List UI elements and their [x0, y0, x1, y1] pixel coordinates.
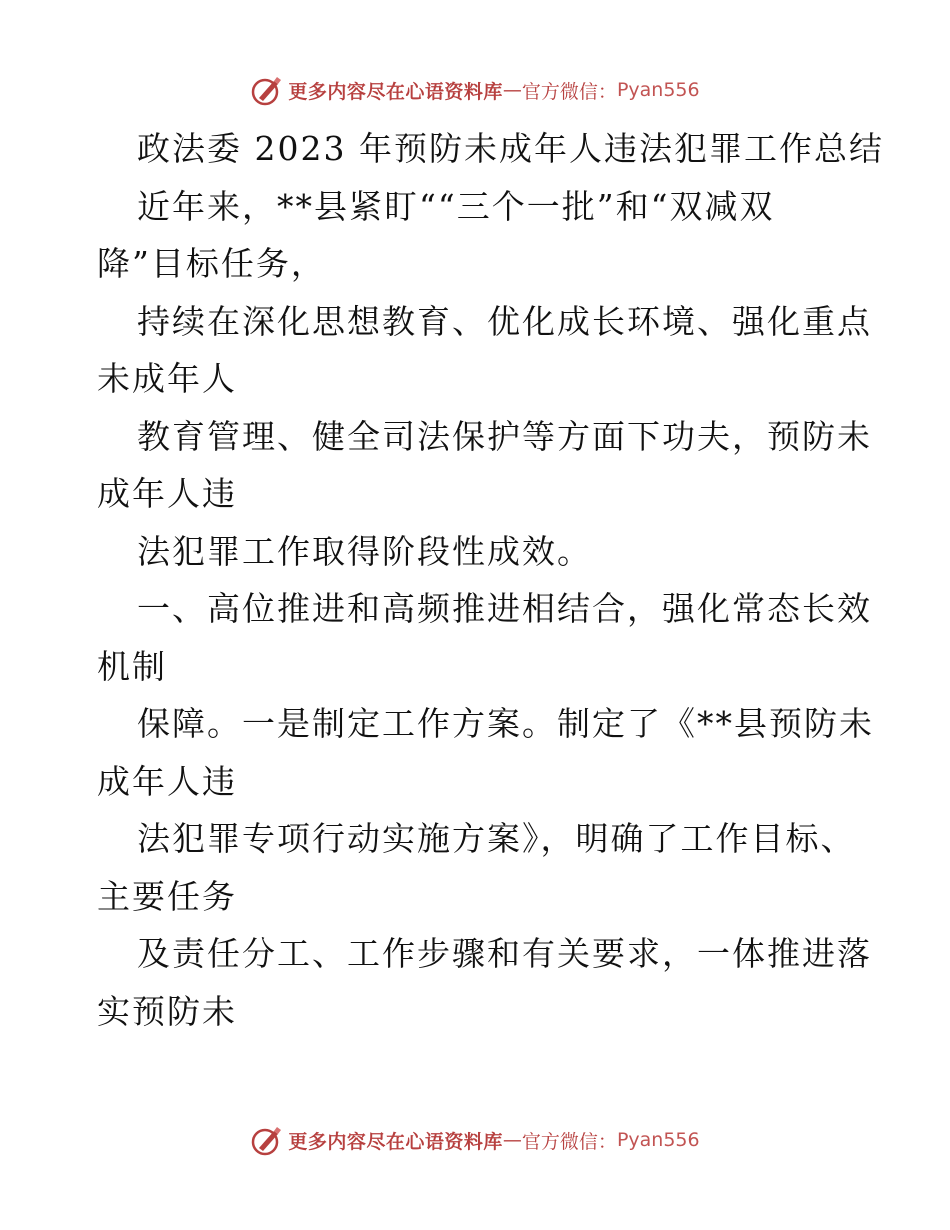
paragraph-line: 持续在深化思想教育、优化成长环境、强化重点	[137, 301, 872, 341]
paragraph-line: 实预防未	[97, 991, 237, 1031]
pen-logo-icon	[250, 73, 284, 107]
footer-watermark	[0, 1120, 950, 1160]
paragraph-line: 机制	[97, 646, 167, 686]
paragraph-line: 未成年人	[97, 359, 237, 398]
paragraph-line: 成年人违	[97, 474, 237, 513]
paragraph-line: 成年人违	[97, 761, 237, 801]
section-heading-line: 一、高位推进和高频推进相结合，强化常态长效	[137, 589, 872, 628]
paragraph-line: 保障。一是制定工作方案。制定了《**县预防未	[137, 704, 874, 743]
watermark-separator: —	[502, 79, 522, 101]
watermark-wechat-id: Pyan556	[616, 1129, 700, 1151]
paragraph-line: 近年来，**县紧盯““三个一批”和“双减双	[137, 186, 775, 226]
header-watermark	[0, 70, 950, 110]
pen-logo-icon	[250, 1123, 284, 1157]
watermark-wechat-label: 官方微信：	[521, 1130, 617, 1153]
paragraph-line: 降”目标任务，	[97, 244, 326, 283]
paragraph-line: 教育管理、健全司法保护等方面下功夫，预防未	[137, 416, 872, 456]
watermark-text: 更多内容尽在心语资料库	[288, 80, 503, 103]
watermark-wechat-id: Pyan556	[616, 79, 700, 101]
paragraph-line: 及责任分工、工作步骤和有关要求，一体推进落	[137, 934, 872, 973]
watermark-wechat-label: 官方微信：	[521, 80, 617, 103]
document-title: 政法委 2023 年预防未成年人违法犯罪工作总结	[137, 129, 884, 168]
watermark-separator: —	[502, 1129, 522, 1151]
document-body	[97, 120, 884, 1040]
paragraph-line: 法犯罪专项行动实施方案》，明确了工作目标、	[137, 819, 856, 858]
watermark-text: 更多内容尽在心语资料库	[288, 1130, 503, 1153]
paragraph-line: 法犯罪工作取得阶段性成效。	[137, 531, 592, 571]
paragraph-line: 主要任务	[97, 876, 237, 916]
